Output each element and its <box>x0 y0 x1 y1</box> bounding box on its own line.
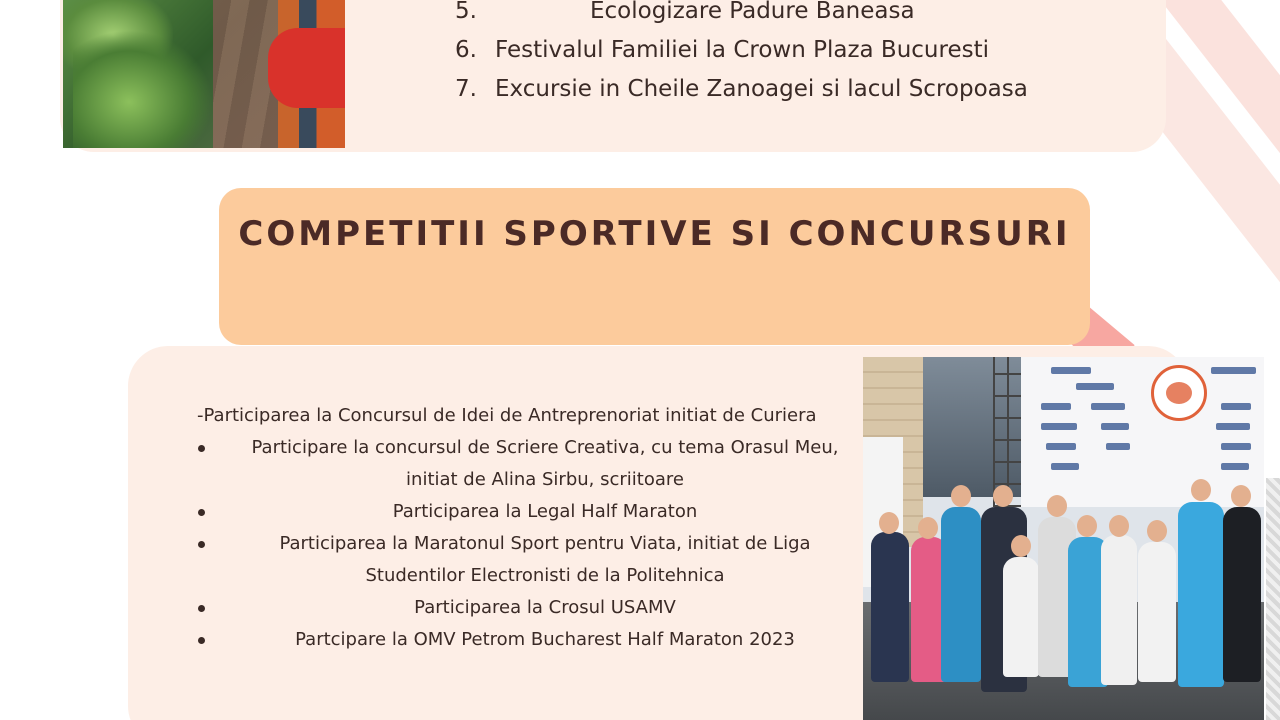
competitions-list-block <box>180 400 870 656</box>
bullet-icon <box>198 445 205 452</box>
activity-text: Ecologizare Padure Baneasa <box>590 0 915 24</box>
competition-item-line: Participarea la Crosul USAMV <box>414 597 676 618</box>
competition-item-line: Participarea la Maratonul Sport pentru Viata, initiat de Liga <box>279 533 811 554</box>
bullet-icon <box>198 637 205 644</box>
competition-intro: -Participarea la Concursul de Idei de Antreprenoriat initiat de Curiera <box>197 405 817 426</box>
bullet-icon <box>198 605 205 612</box>
section-heading: COMPETITII SPORTIVE SI CONCURSURI <box>238 214 1071 254</box>
activity-number: 6. <box>455 37 477 63</box>
activity-number: 5. <box>455 0 477 24</box>
marathon-logo-icon <box>1151 365 1207 421</box>
competition-item <box>180 624 870 656</box>
competition-item <box>180 592 870 624</box>
activity-photo <box>63 0 345 148</box>
competition-bullets <box>180 432 870 656</box>
activity-number: 7. <box>455 76 477 102</box>
activity-text: Festivalul Familiei la Crown Plaza Bucuresti <box>495 37 990 63</box>
decorative-edge <box>1266 478 1280 720</box>
competition-item <box>180 496 870 528</box>
competition-item-line: initiat de Alina Sirbu, scriitoare <box>406 469 684 490</box>
bullet-icon <box>198 541 205 548</box>
competition-item-line: Studentilor Electronisti de la Politehnica <box>365 565 725 586</box>
decorative-stripe-top-secondary <box>1152 0 1280 194</box>
marathon-group-photo <box>863 357 1264 720</box>
activity-item <box>455 31 1155 70</box>
activity-item <box>455 70 1155 109</box>
activity-list <box>455 0 1155 109</box>
section-heading-banner <box>219 188 1090 345</box>
sponsor-banner <box>1021 357 1264 507</box>
competition-item-line: Participarea la Legal Half Maraton <box>392 501 698 522</box>
bullet-icon <box>198 509 205 516</box>
activity-text: Excursie in Cheile Zanoagei si lacul Scropoasa <box>495 76 1028 102</box>
competition-item <box>180 528 870 592</box>
activity-item <box>455 0 1155 31</box>
competition-item <box>180 432 870 496</box>
competition-item-line: Partcipare la OMV Petrom Bucharest Half Maraton 2023 <box>295 629 795 650</box>
competition-item-line: Participare la concursul de Scriere Creativa, cu tema Orasul Meu, <box>251 437 839 458</box>
